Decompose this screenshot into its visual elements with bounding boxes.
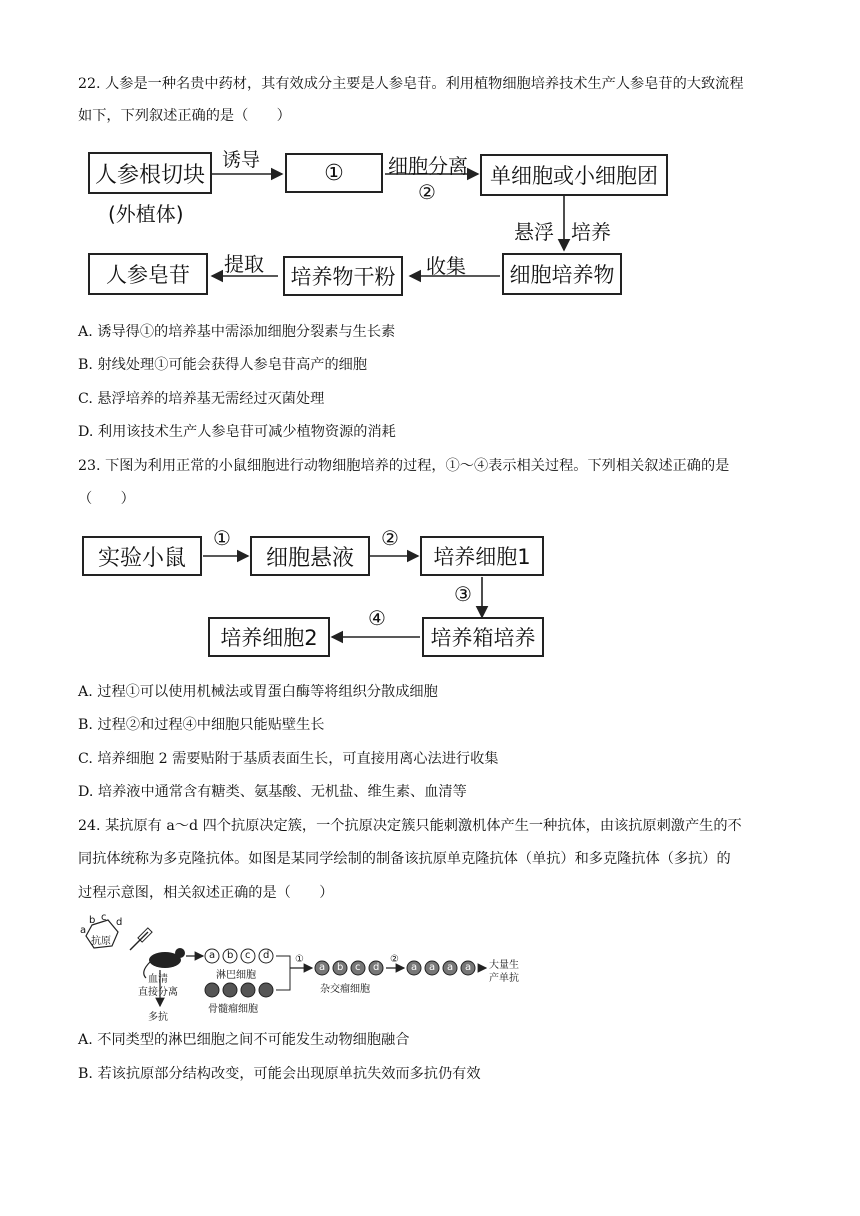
q24-option-b: B. 若该抗原部分结构改变，可能会出现原单抗失效而多抗仍有效	[78, 1066, 481, 1082]
q24-stem-line1: 24. 某抗原有 a～d 四个抗原决定簇，一个抗原决定簇只能刺激机体产生一种抗体，由该抗原刺激产生的不	[78, 818, 742, 834]
myeloma-label: 骨髓瘤细胞	[208, 1004, 258, 1015]
q24-stem-line2: 同抗体统称为多克隆抗体。如图是某同学绘制的制备该抗原单克隆抗体（单抗）和多克隆抗体（多抗）的	[78, 851, 731, 867]
antigen-letter-a: a	[80, 925, 87, 936]
q24-stem-line3: 过程示意图，相关叙述正确的是（ ）	[78, 885, 334, 901]
box-cell1: 培养细胞1	[420, 536, 544, 576]
q23-stem-line2: （ ）	[78, 491, 135, 507]
antigen-letter-c: c	[101, 912, 107, 923]
selected-letter-4: a	[465, 962, 472, 973]
box-root-sub: (外植体)	[108, 202, 184, 226]
q23-option-d: D. 培养液中通常含有糖类、氨基酸、无机盐、维生素、血清等	[78, 784, 467, 800]
serum-label: 血清	[148, 974, 168, 985]
q23-option-b: B. 过程②和过程④中细胞只能贴壁生长	[78, 717, 325, 733]
hybrid-letter-c: c	[355, 962, 361, 973]
box-powder: 培养物干粉	[283, 256, 403, 296]
step1-label: ①	[213, 526, 231, 550]
label-extract: 提取	[224, 252, 264, 276]
antigen-letter-d: d	[116, 917, 123, 928]
serum-separate-label: 直接分离	[138, 987, 178, 998]
label-suspend-b: 培养	[571, 220, 611, 244]
selected-letter-3: a	[447, 962, 454, 973]
q23-option-a: A. 过程①可以使用机械法或胃蛋白酶等将组织分散成细胞	[78, 684, 438, 700]
selected-letter-1: a	[411, 962, 418, 973]
antigen-letter-b: b	[89, 915, 96, 926]
myeloma-cell	[205, 983, 219, 997]
box-culture: 细胞培养物	[502, 253, 622, 295]
box-cell2: 培养细胞2	[208, 617, 330, 657]
q22-option-d: D. 利用该技术生产人参皂苷可减少植物资源的消耗	[78, 424, 396, 440]
mass-production-line2: 产单抗	[489, 973, 519, 984]
q22-stem-line1: 22. 人参是一种名贵中药材，其有效成分主要是人参皂苷。利用植物细胞培养技术生产人参皂苷的大致流程	[78, 76, 744, 92]
q22-option-c: C. 悬浮培养的培养基无需经过灭菌处理	[78, 391, 325, 407]
label-suspend-a: 悬浮	[514, 220, 554, 244]
q24-option-a: A. 不同类型的淋巴细胞之间不可能发生动物细胞融合	[78, 1032, 410, 1048]
lymph-letter-b: b	[227, 950, 234, 961]
box-suspension: 细胞悬液	[250, 536, 370, 576]
q22-stem-line2: 如下，下列叙述正确的是（ ）	[78, 108, 291, 124]
lymph-letter-d: d	[263, 950, 270, 961]
box-product: 人参皂苷	[88, 253, 208, 295]
step4-label: ④	[368, 606, 386, 630]
mass-production-line1: 大量生	[489, 960, 519, 971]
poly-antibody-label: 多抗	[148, 1012, 168, 1023]
step1-label-q24: ①	[295, 954, 304, 965]
lymph-letter-a: a	[209, 950, 216, 961]
antigen-label: 抗原	[91, 936, 111, 947]
step3-label: ③	[454, 582, 472, 606]
q22-option-a: A. 诱导得①的培养基中需添加细胞分裂素与生长素	[78, 324, 396, 340]
lymph-label: 淋巴细胞	[216, 970, 256, 981]
step2-label-q24: ②	[390, 954, 399, 965]
hybrid-letter-b: b	[337, 962, 344, 973]
syringe-icon	[130, 932, 148, 950]
label-collect: 收集	[426, 254, 466, 278]
q23-option-c: C. 培养细胞 2 需要贴附于基质表面生长，可直接用离心法进行收集	[78, 751, 499, 767]
hybrid-letter-a: a	[319, 962, 326, 973]
box-single: 单细胞或小细胞团	[480, 154, 668, 196]
lymph-letter-c: c	[245, 950, 251, 961]
step2-label: ②	[381, 526, 399, 550]
label-separate-num: ②	[418, 180, 436, 204]
hybrid-label: 杂交瘤细胞	[320, 984, 370, 995]
box-mouse: 实验小鼠	[82, 536, 202, 576]
q23-stem-line1: 23. 下图为利用正常的小鼠细胞进行动物细胞培养的过程，①～④表示相关过程。下列相关叙述正确的是	[78, 458, 730, 474]
label-induce: 诱导	[222, 149, 261, 171]
label-separate: 细胞分离	[388, 154, 468, 178]
box-incubator: 培养箱培养	[422, 617, 544, 657]
selected-letter-2: a	[429, 962, 436, 973]
q22-option-b: B. 射线处理①可能会获得人参皂苷高产的细胞	[78, 357, 368, 373]
box-root: 人参根切块	[88, 152, 212, 194]
box-1: ①	[285, 153, 383, 193]
hybrid-letter-d: d	[373, 962, 380, 973]
